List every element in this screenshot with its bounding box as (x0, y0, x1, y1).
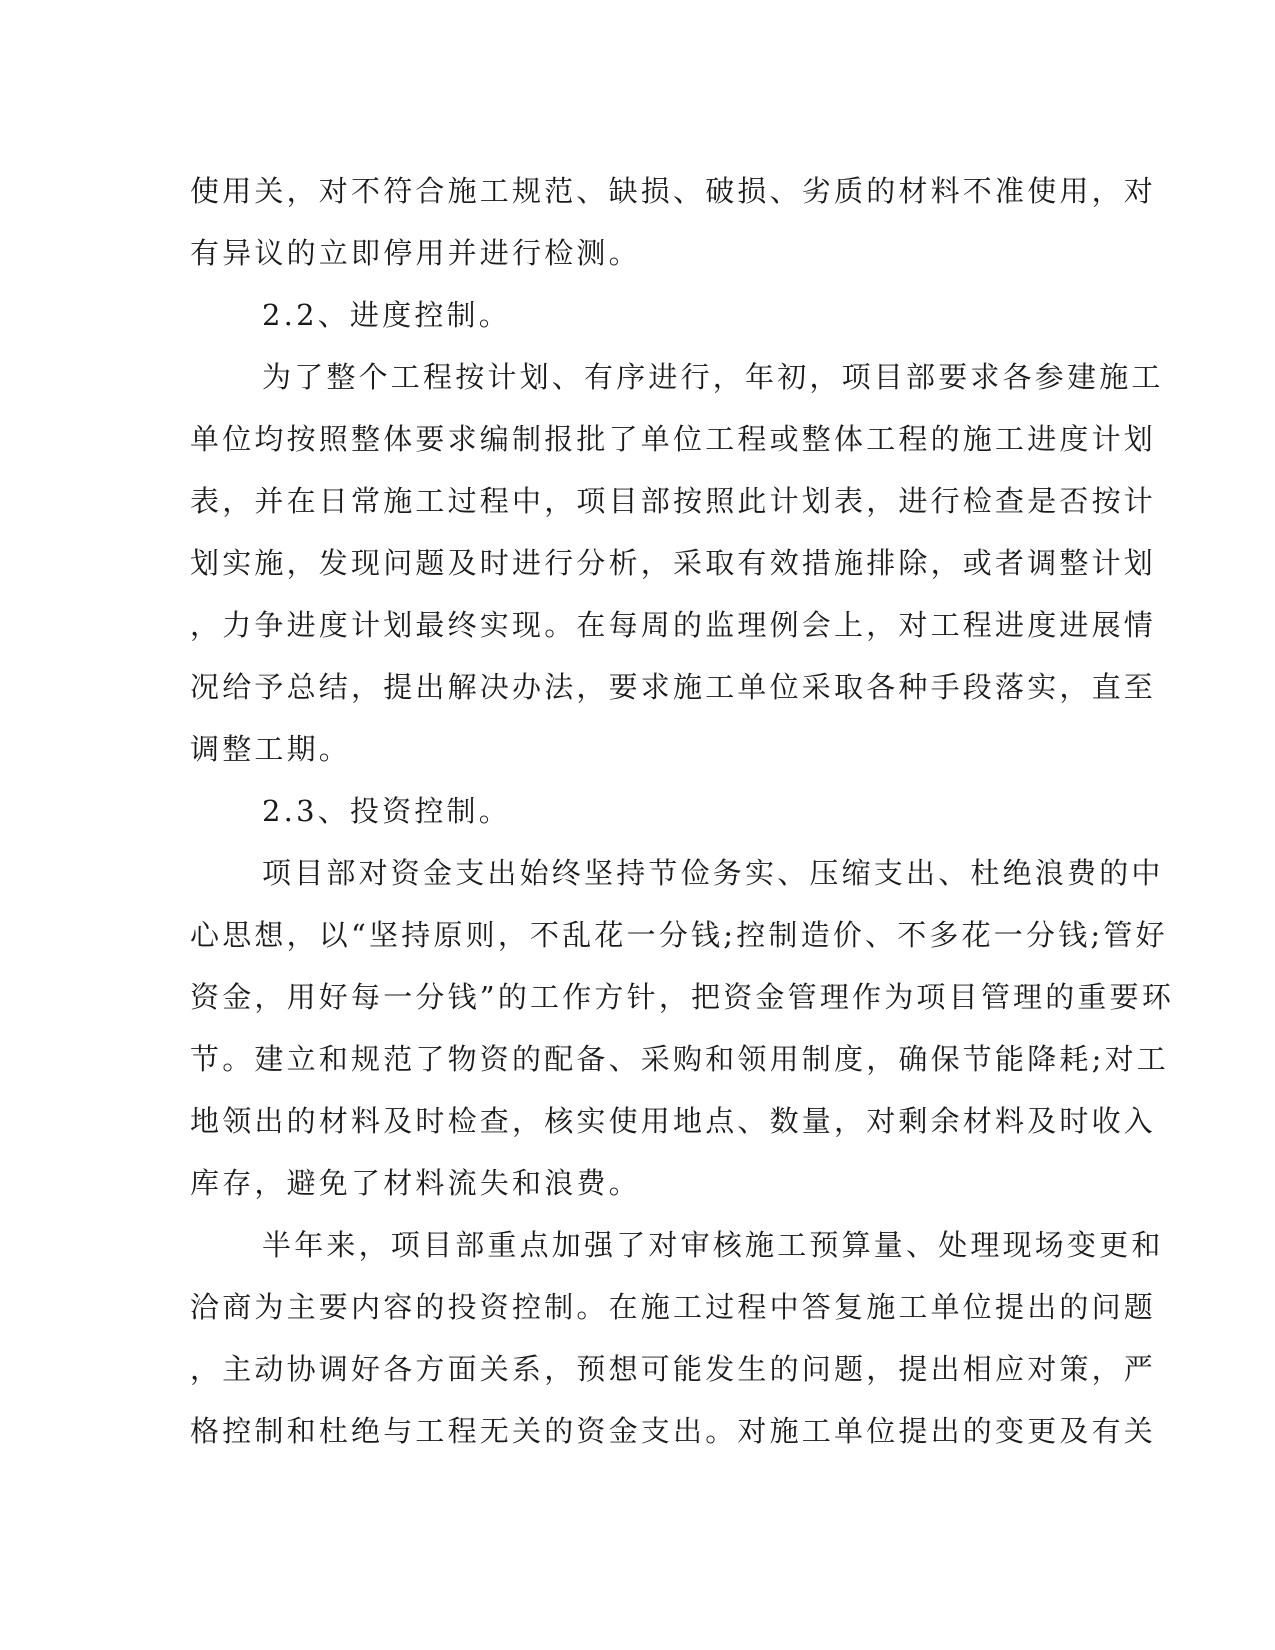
text-line: 况给予总结，提出解决办法，要求施工单位采取各种手段落实，直至 (190, 670, 1157, 704)
text-line: ，力争进度计划最终实现。在每周的监理例会上，对工程进度进展情 (190, 608, 1157, 642)
text-line: 心思想，以“坚持原则，不乱花一分钱;控制造价、不多花一分钱;管好 (190, 918, 1168, 952)
text-line: 半年来，项目部重点加强了对审核施工预算量、处理现场变更和 (262, 1228, 1164, 1262)
text-line: 有异议的立即停用并进行检测。 (190, 236, 641, 270)
text-line: 格控制和杜绝与工程无关的资金支出。对施工单位提出的变更及有关 (190, 1414, 1157, 1448)
text-line: 为了整个工程按计划、有序进行，年初，项目部要求各参建施工 (262, 360, 1164, 394)
section-heading: 2.2、进度控制。 (262, 298, 511, 332)
section-heading: 2.3、投资控制。 (262, 794, 511, 828)
text-line: 使用关，对不符合施工规范、缺损、破损、劣质的材料不准使用，对 (190, 174, 1157, 208)
text-line: 表，并在日常施工过程中，项目部按照此计划表，进行检查是否按计 (190, 484, 1157, 518)
text-line: 地领出的材料及时检查，核实使用地点、数量，对剩余材料及时收入 (190, 1104, 1157, 1138)
text-line: 节。建立和规范了物资的配备、采购和领用制度，确保节能降耗;对工 (190, 1042, 1169, 1076)
text-line: 洽商为主要内容的投资控制。在施工过程中答复施工单位提出的问题 (190, 1290, 1157, 1324)
text-line: 划实施，发现问题及时进行分析，采取有效措施排除，或者调整计划 (190, 546, 1157, 580)
text-line: 资金，用好每一分钱”的工作方针，把资金管理作为项目管理的重要环 (190, 980, 1175, 1014)
document-body (190, 160, 1175, 1462)
text-line: 项目部对资金支出始终坚持节俭务实、压缩支出、杜绝浪费的中 (262, 856, 1164, 890)
text-line: 单位均按照整体要求编制报批了单位工程或整体工程的施工进度计划 (190, 422, 1157, 456)
text-line: 库存，避免了材料流失和浪费。 (190, 1166, 641, 1200)
text-line: ，主动协调好各方面关系，预想可能发生的问题，提出相应对策，严 (190, 1352, 1157, 1386)
text-line: 调整工期。 (190, 732, 352, 766)
